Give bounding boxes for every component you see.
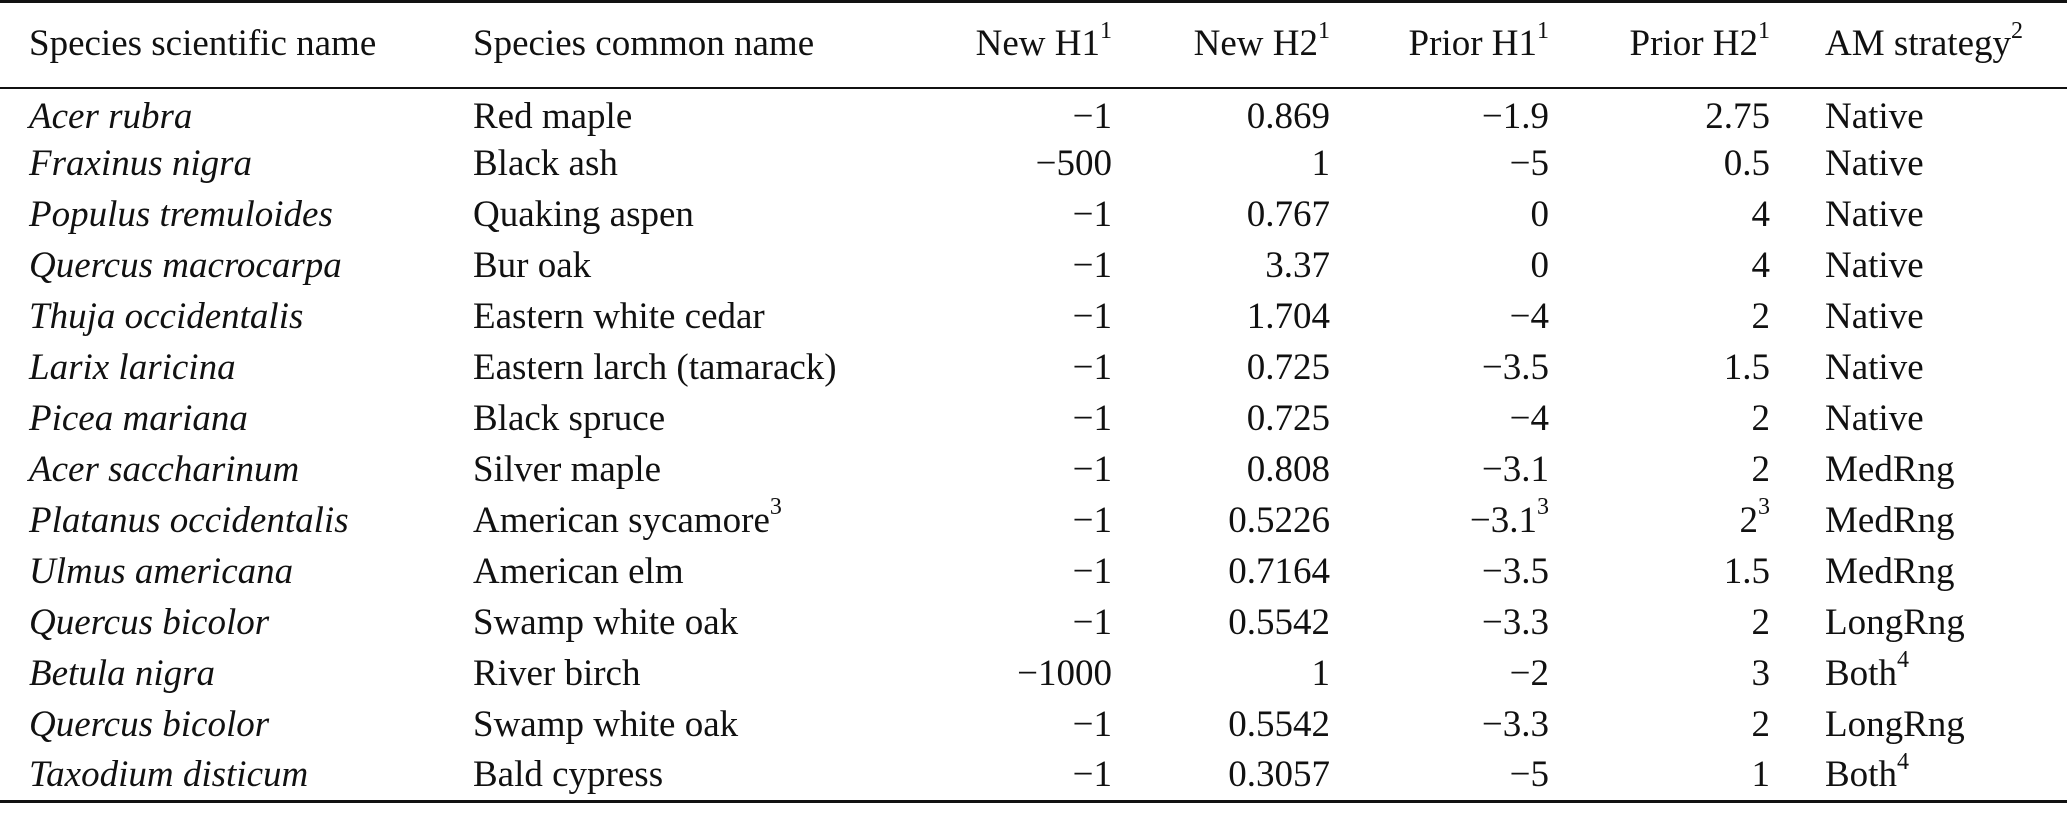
cell-common-name	[472, 649, 934, 700]
cell-prior-h1	[1330, 649, 1549, 700]
cell-new-h2-value: 0.808	[1246, 448, 1330, 490]
cell-am-strategy-value: LongRng	[1825, 601, 1965, 643]
cell-new-h1-value: −1	[1072, 601, 1112, 643]
cell-scientific-name	[0, 88, 472, 139]
cell-am-strategy-value: Native	[1825, 397, 1924, 439]
cell-prior-h2-value: 2.75	[1705, 96, 1770, 138]
cell-scientific-name-value: Picea mariana	[29, 397, 248, 439]
header-prior-h2	[1549, 2, 1770, 88]
table-row	[0, 547, 2067, 598]
cell-new-h1	[934, 343, 1112, 394]
cell-scientific-name-value: Acer rubra	[29, 96, 193, 138]
cell-am-strategy-value: MedRng	[1825, 499, 1955, 541]
cell-scientific-name	[0, 496, 472, 547]
cell-prior-h1	[1330, 88, 1549, 139]
cell-new-h1	[934, 547, 1112, 598]
cell-prior-h2-value: 0.5	[1723, 142, 1770, 184]
header-scientific-label: Species scientific name	[29, 23, 377, 65]
cell-scientific-name-value: Fraxinus nigra	[29, 142, 253, 184]
table-row	[0, 88, 2067, 139]
cell-prior-h1-value: −3.3	[1481, 601, 1549, 643]
header-common-label: Species common name	[473, 23, 815, 65]
table-row	[0, 394, 2067, 445]
cell-am-strategy	[1770, 394, 2067, 445]
cell-am-strategy-value: MedRng	[1825, 448, 1955, 490]
cell-common-name-value: River birch	[473, 652, 641, 694]
cell-prior-h2-value: 2	[1751, 448, 1770, 490]
cell-new-h2	[1112, 343, 1330, 394]
cell-common-name-footnote: 3	[769, 494, 782, 521]
cell-common-name	[472, 598, 934, 649]
cell-new-h1-value: −1	[1072, 703, 1112, 745]
cell-new-h2	[1112, 292, 1330, 343]
cell-new-h1	[934, 445, 1112, 496]
cell-new-h1-value: −1	[1072, 193, 1112, 235]
cell-common-name-value: American elm	[473, 550, 684, 592]
cell-scientific-name	[0, 700, 472, 751]
cell-prior-h2	[1549, 445, 1770, 496]
cell-scientific-name	[0, 241, 472, 292]
cell-am-strategy	[1770, 496, 2067, 547]
cell-am-strategy-value: Native	[1825, 142, 1924, 184]
cell-prior-h2	[1549, 649, 1770, 700]
cell-common-name	[472, 496, 934, 547]
cell-common-name-value: Black spruce	[473, 397, 666, 439]
cell-new-h1-value: −1	[1072, 397, 1112, 439]
cell-new-h2-value: 1	[1311, 652, 1330, 694]
cell-prior-h1	[1330, 496, 1549, 547]
cell-prior-h2	[1549, 598, 1770, 649]
cell-common-name	[472, 394, 934, 445]
table-row	[0, 751, 2067, 802]
cell-prior-h1-value: −3.5	[1481, 550, 1549, 592]
cell-new-h2-value: 0.767	[1246, 193, 1330, 235]
cell-new-h1-value: −1	[1072, 753, 1112, 795]
cell-am-strategy-value: LongRng	[1825, 703, 1965, 745]
cell-common-name	[472, 88, 934, 139]
cell-am-strategy-value: Native	[1825, 244, 1924, 286]
cell-prior-h2-value: 4	[1751, 193, 1770, 235]
cell-prior-h1	[1330, 394, 1549, 445]
cell-prior-h2-value: 1.5	[1723, 550, 1770, 592]
cell-prior-h2-value: 2	[1739, 499, 1758, 541]
cell-prior-h2-value: 2	[1751, 703, 1770, 745]
cell-new-h1	[934, 190, 1112, 241]
cell-new-h1-value: −1	[1072, 346, 1112, 388]
table-header	[0, 2, 2067, 88]
cell-common-name	[472, 190, 934, 241]
cell-prior-h2	[1549, 241, 1770, 292]
cell-new-h2	[1112, 496, 1330, 547]
cell-prior-h1	[1330, 343, 1549, 394]
cell-prior-h1-footnote: 3	[1537, 494, 1549, 521]
cell-prior-h2	[1549, 139, 1770, 190]
cell-am-strategy-value: MedRng	[1825, 550, 1955, 592]
cell-prior-h1-value: −3.1	[1481, 448, 1549, 490]
header-am-label: AM strategy	[1825, 23, 2011, 65]
cell-common-name-value: Swamp white oak	[473, 601, 739, 643]
cell-new-h2	[1112, 445, 1330, 496]
cell-scientific-name	[0, 598, 472, 649]
cell-prior-h1-value: −2	[1509, 652, 1549, 694]
cell-new-h2-value: 0.3057	[1228, 753, 1330, 795]
cell-scientific-name-value: Populus tremuloides	[29, 193, 333, 235]
cell-new-h2-value: 0.5542	[1228, 703, 1330, 745]
cell-prior-h2	[1549, 700, 1770, 751]
cell-am-strategy	[1770, 649, 2067, 700]
cell-new-h2	[1112, 700, 1330, 751]
cell-common-name-value: Eastern white cedar	[473, 295, 765, 337]
cell-am-strategy	[1770, 598, 2067, 649]
cell-common-name	[472, 139, 934, 190]
cell-prior-h1	[1330, 241, 1549, 292]
header-am-footnote: 2	[2011, 18, 2023, 44]
cell-scientific-name-value: Quercus bicolor	[29, 601, 270, 643]
cell-scientific-name	[0, 292, 472, 343]
cell-prior-h1-value: −5	[1509, 753, 1549, 795]
header-prior-h2-label: Prior H2	[1629, 23, 1758, 65]
cell-scientific-name	[0, 751, 472, 802]
cell-new-h1	[934, 649, 1112, 700]
table-row	[0, 700, 2067, 751]
cell-prior-h1-value: −4	[1509, 295, 1549, 337]
cell-new-h1	[934, 241, 1112, 292]
cell-new-h1-value: −1	[1072, 499, 1112, 541]
cell-new-h2-value: 0.725	[1246, 346, 1330, 388]
cell-new-h2-value: 0.5226	[1228, 499, 1330, 541]
cell-prior-h1-value: −3.1	[1469, 499, 1537, 541]
cell-am-strategy	[1770, 190, 2067, 241]
cell-common-name-value: Black ash	[473, 142, 618, 184]
cell-am-strategy-footnote: 4	[1896, 647, 1909, 674]
cell-new-h2	[1112, 547, 1330, 598]
header-am-strategy	[1770, 2, 2067, 88]
cell-am-strategy	[1770, 292, 2067, 343]
cell-prior-h2-value: 1.5	[1723, 346, 1770, 388]
header-common-name	[472, 2, 934, 88]
cell-new-h1-value: −1	[1072, 448, 1112, 490]
header-prior-h1	[1330, 2, 1549, 88]
cell-prior-h1	[1330, 190, 1549, 241]
cell-scientific-name-value: Betula nigra	[29, 652, 216, 694]
cell-am-strategy	[1770, 445, 2067, 496]
cell-prior-h2-value: 4	[1751, 244, 1770, 286]
cell-new-h2-value: 0.7164	[1228, 550, 1330, 592]
cell-new-h1	[934, 394, 1112, 445]
cell-common-name	[472, 343, 934, 394]
cell-new-h2-value: 0.725	[1246, 397, 1330, 439]
cell-prior-h1	[1330, 139, 1549, 190]
cell-prior-h1-value: −5	[1509, 142, 1549, 184]
cell-prior-h1-value: 0	[1530, 193, 1549, 235]
cell-prior-h1-value: 0	[1530, 244, 1549, 286]
cell-am-strategy-value: Native	[1825, 295, 1924, 337]
table-row	[0, 190, 2067, 241]
header-new-h1-label: New H1	[975, 23, 1100, 65]
table-body	[0, 88, 2067, 802]
header-new-h1	[934, 2, 1112, 88]
cell-am-strategy-value: Native	[1825, 96, 1924, 138]
cell-new-h1	[934, 700, 1112, 751]
cell-scientific-name	[0, 190, 472, 241]
cell-scientific-name	[0, 445, 472, 496]
cell-scientific-name-value: Quercus macrocarpa	[29, 244, 342, 286]
cell-scientific-name-value: Acer saccharinum	[29, 448, 300, 490]
cell-new-h2	[1112, 598, 1330, 649]
cell-common-name-value: American sycamore	[473, 499, 770, 541]
header-row	[0, 2, 2067, 88]
cell-prior-h1	[1330, 445, 1549, 496]
cell-prior-h2-footnote: 3	[1758, 494, 1770, 521]
cell-am-strategy	[1770, 700, 2067, 751]
cell-scientific-name-value: Quercus bicolor	[29, 703, 270, 745]
cell-new-h1-value: −1000	[1017, 652, 1112, 694]
table-row	[0, 598, 2067, 649]
cell-scientific-name	[0, 343, 472, 394]
cell-prior-h2	[1549, 496, 1770, 547]
header-new-h1-footnote: 1	[1100, 18, 1112, 44]
cell-new-h1-value: −1	[1072, 295, 1112, 337]
cell-prior-h2-value: 2	[1751, 295, 1770, 337]
table-row	[0, 241, 2067, 292]
table-row	[0, 445, 2067, 496]
cell-new-h2	[1112, 139, 1330, 190]
cell-new-h2-value: 0.5542	[1228, 601, 1330, 643]
cell-common-name	[472, 751, 934, 802]
cell-common-name-value: Red maple	[473, 96, 633, 138]
cell-new-h2-value: 3.37	[1265, 244, 1330, 286]
cell-new-h1	[934, 88, 1112, 139]
cell-prior-h1	[1330, 700, 1549, 751]
table-row	[0, 343, 2067, 394]
cell-new-h2-value: 1	[1311, 142, 1330, 184]
cell-prior-h2-value: 3	[1751, 652, 1770, 694]
cell-prior-h1	[1330, 547, 1549, 598]
cell-new-h2-value: 1.704	[1246, 295, 1330, 337]
cell-common-name-value: Swamp white oak	[473, 703, 739, 745]
header-new-h2-footnote: 1	[1318, 18, 1330, 44]
cell-prior-h1-value: −4	[1509, 397, 1549, 439]
cell-scientific-name-value: Ulmus americana	[29, 550, 294, 592]
cell-am-strategy	[1770, 241, 2067, 292]
cell-am-strategy-value: Both	[1825, 753, 1897, 795]
table-row	[0, 139, 2067, 190]
cell-common-name	[472, 292, 934, 343]
cell-new-h2	[1112, 751, 1330, 802]
cell-am-strategy	[1770, 88, 2067, 139]
cell-common-name	[472, 241, 934, 292]
cell-new-h2	[1112, 394, 1330, 445]
cell-scientific-name	[0, 649, 472, 700]
cell-am-strategy-footnote: 4	[1896, 748, 1909, 775]
table-row	[0, 292, 2067, 343]
cell-prior-h2	[1549, 547, 1770, 598]
cell-scientific-name-value: Larix laricina	[29, 346, 236, 388]
cell-common-name-value: Quaking aspen	[473, 193, 694, 235]
cell-new-h1	[934, 751, 1112, 802]
cell-prior-h1-value: −3.3	[1481, 703, 1549, 745]
header-prior-h1-footnote: 1	[1537, 18, 1549, 44]
cell-common-name-value: Eastern larch (tamarack)	[473, 346, 837, 388]
cell-common-name	[472, 547, 934, 598]
cell-new-h2	[1112, 88, 1330, 139]
cell-new-h1	[934, 139, 1112, 190]
cell-prior-h2	[1549, 190, 1770, 241]
cell-am-strategy	[1770, 547, 2067, 598]
cell-scientific-name-value: Thuja occidentalis	[29, 295, 304, 337]
cell-new-h1	[934, 292, 1112, 343]
cell-scientific-name-value: Taxodium disticum	[29, 753, 309, 795]
cell-am-strategy-value: Native	[1825, 193, 1924, 235]
header-scientific-name	[0, 2, 472, 88]
cell-scientific-name	[0, 547, 472, 598]
cell-new-h1	[934, 598, 1112, 649]
cell-prior-h2	[1549, 343, 1770, 394]
cell-am-strategy	[1770, 748, 2067, 802]
cell-am-strategy-value: Native	[1825, 346, 1924, 388]
cell-new-h2	[1112, 241, 1330, 292]
cell-new-h2	[1112, 649, 1330, 700]
cell-common-name	[472, 445, 934, 496]
cell-new-h1-value: −500	[1035, 142, 1112, 184]
cell-scientific-name	[0, 394, 472, 445]
cell-common-name-value: Bald cypress	[473, 753, 664, 795]
cell-prior-h2-value: 2	[1751, 601, 1770, 643]
cell-new-h1-value: −1	[1072, 96, 1112, 138]
cell-common-name	[472, 700, 934, 751]
cell-prior-h2	[1549, 394, 1770, 445]
cell-prior-h2	[1549, 88, 1770, 139]
cell-new-h1	[934, 496, 1112, 547]
cell-scientific-name	[0, 139, 472, 190]
cell-prior-h1	[1330, 598, 1549, 649]
cell-common-name-value: Silver maple	[473, 448, 662, 490]
cell-new-h1-value: −1	[1072, 244, 1112, 286]
cell-prior-h1-value: −1.9	[1481, 96, 1549, 138]
cell-prior-h1	[1330, 751, 1549, 802]
cell-prior-h2-value: 1	[1751, 753, 1770, 795]
header-prior-h2-footnote: 1	[1758, 18, 1770, 44]
header-new-h2-label: New H2	[1193, 23, 1318, 65]
cell-am-strategy-value: Both	[1825, 652, 1897, 694]
cell-prior-h2	[1549, 292, 1770, 343]
cell-prior-h1-value: −3.5	[1481, 346, 1549, 388]
cell-am-strategy	[1770, 343, 2067, 394]
cell-prior-h2-value: 2	[1751, 397, 1770, 439]
cell-new-h2	[1112, 190, 1330, 241]
cell-new-h2-value: 0.869	[1246, 96, 1330, 138]
header-prior-h1-label: Prior H1	[1408, 23, 1537, 65]
table-row	[0, 649, 2067, 700]
cell-new-h1-value: −1	[1072, 550, 1112, 592]
cell-common-name-value: Bur oak	[473, 244, 592, 286]
cell-prior-h2	[1549, 751, 1770, 802]
table-row	[0, 496, 2067, 547]
cell-prior-h1	[1330, 292, 1549, 343]
header-new-h2	[1112, 2, 1330, 88]
cell-scientific-name-value: Platanus occidentalis	[29, 499, 349, 541]
cell-am-strategy	[1770, 139, 2067, 190]
